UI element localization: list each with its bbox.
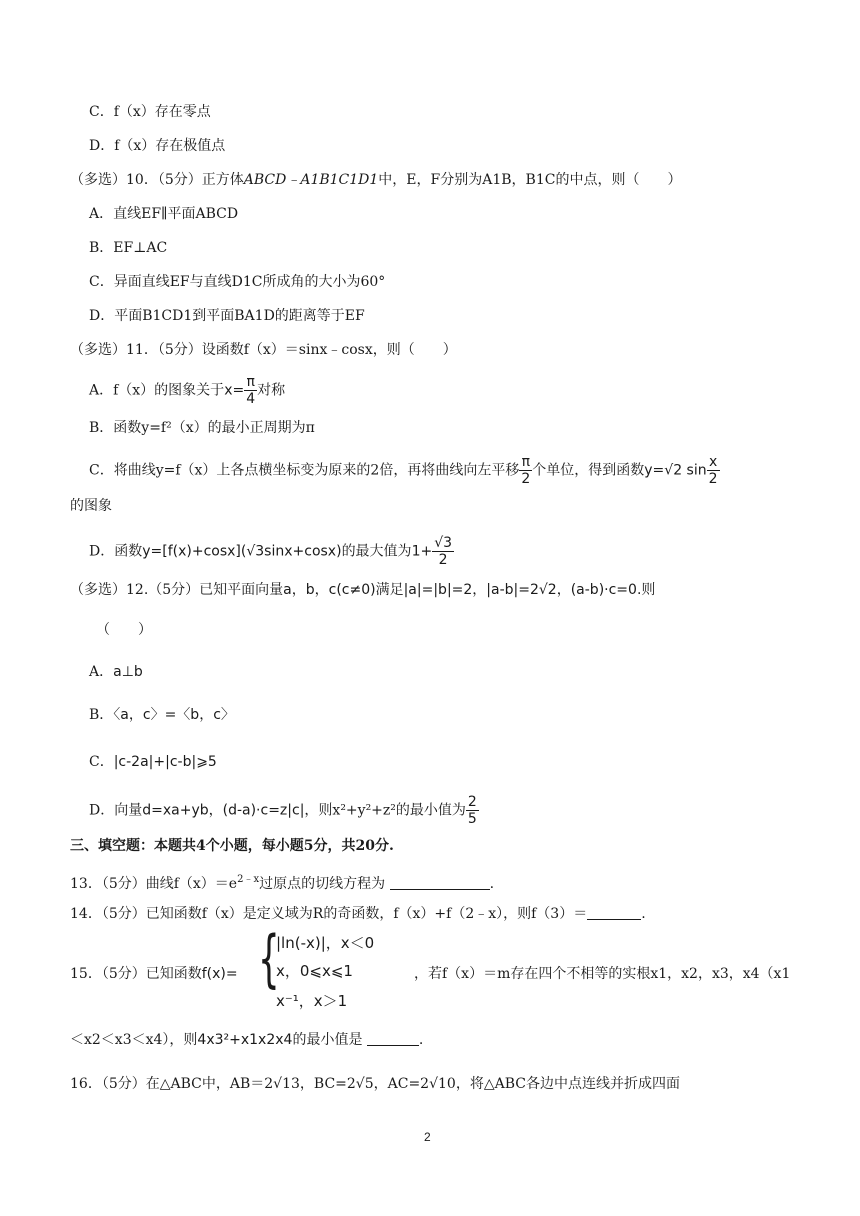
q9-option-c: C．f（x）存在零点 xyxy=(89,104,211,120)
q9-option-d: D．f（x）存在极值点 xyxy=(89,138,226,154)
q12-answer-paren: （ ） xyxy=(96,622,152,638)
q12-option-c-expression: |c-2a|+|c-b|⩾5 xyxy=(113,754,217,770)
q11-option-c-shift-fraction xyxy=(519,454,532,487)
q11-option-c xyxy=(89,454,720,487)
q14 xyxy=(70,904,646,924)
q12-stem-prefix: （多选）12.（5分）已知平面向量 xyxy=(70,582,284,598)
piecewise-case-2: x，0⩽x⩽1 xyxy=(276,962,353,980)
q11-option-a-eq: x= xyxy=(224,382,245,399)
q11-stem: （多选）11．（5分）设函数f（x）＝sinx﹣cosx，则（ ） xyxy=(70,342,457,358)
q13-exponent: 2﹣x xyxy=(237,874,260,885)
q11-option-c-function: y=√2 sin xyxy=(644,462,707,479)
q10-stem xyxy=(70,170,681,190)
q11-option-d xyxy=(89,535,454,568)
q12-option-a xyxy=(89,662,143,682)
q10-stem-prefix: （多选）10．（5分）正方体 xyxy=(70,172,244,188)
q13 xyxy=(70,870,494,894)
fraction-denominator: 4 xyxy=(246,391,256,407)
q12-stem-then: 则 xyxy=(641,582,656,598)
q12-stem-condition: |a|=|b|=2，|a-b|=2√2，(a-b)·c=0. xyxy=(403,582,642,598)
q12-stem-mid: 满足 xyxy=(375,582,404,598)
q15-end: . xyxy=(418,1032,424,1048)
q12-option-d-mid: ，则x²+y²+z²的最小值为 xyxy=(304,802,466,819)
fraction-numerator: √3 xyxy=(434,535,453,551)
fraction-numerator: x xyxy=(707,454,720,471)
q11-option-c-arg-fraction xyxy=(707,454,720,487)
q11-option-d-mid: 的最大值为 xyxy=(341,543,412,560)
fraction-numerator: π xyxy=(244,374,257,391)
q12-option-b-expression: 〈a，c〉=〈b，c〉 xyxy=(113,707,235,723)
q11-option-c-mid: 个单位，得到函数 xyxy=(532,462,645,479)
q14-text: 14．（5分）已知函数f（x）是定义域为R的奇函数，f（x）+f（2﹣x），则f（3）＝ xyxy=(70,906,588,922)
q10-stem-solid: ABCD﹣A1B1C1D1 xyxy=(243,172,379,188)
q11-option-d-fraction xyxy=(432,535,454,568)
q14-end: . xyxy=(641,906,646,922)
q12-option-d-prefix: D．向量 xyxy=(89,802,143,819)
q11-option-c-tail: 的图象 xyxy=(70,498,112,514)
q10-option-c: C．异面直线EF与直线D1C所成角的大小为60° xyxy=(89,274,386,290)
q10-option-b: B．EF⊥AC xyxy=(89,240,168,256)
q12-option-d-expression: d=xa+yb，(d-a)·c=z|c| xyxy=(142,802,305,819)
q12-option-c xyxy=(89,752,217,772)
q15-line2-expression: 4x3²+x1x2x4 xyxy=(197,1032,293,1048)
fraction-denominator: 5 xyxy=(467,811,477,827)
q11-option-d-value: 1+ xyxy=(411,543,433,560)
q11-option-d-expression: y=[f(x)+cosx](√3sinx+cosx) xyxy=(142,543,342,560)
q15-prefix xyxy=(70,964,238,984)
q15-piecewise xyxy=(258,922,408,1018)
q10-option-d: D．平面B1CD1到平面BA1D的距离等于EF xyxy=(89,308,365,324)
q15-line2-mid: 的最小值是 xyxy=(292,1032,363,1048)
q12-option-d xyxy=(89,794,479,827)
q15-fx: f(x)= xyxy=(201,966,238,982)
q12-option-b-label: B． xyxy=(89,707,114,723)
q11-option-c-prefix: C．将曲线y=f（x）上各点横坐标变为原来的2倍，再将曲线向左平移 xyxy=(89,462,520,479)
q10-stem-rest: 中，E，F分别为A1B，B1C的中点，则（ ） xyxy=(378,172,682,188)
q13-suffix: 过原点的切线方程为 xyxy=(259,876,386,892)
piecewise-brace: { xyxy=(258,922,280,995)
q15-line2-prefix: ＜x2＜x3＜x4），则 xyxy=(70,1032,198,1048)
q13-end: . xyxy=(489,876,495,892)
q12-option-b xyxy=(89,705,235,725)
q12-option-a-expression: a⊥b xyxy=(113,664,143,680)
fraction-denominator: 2 xyxy=(521,471,531,487)
q12-option-c-label: C． xyxy=(89,754,114,770)
q10-option-a: A．直线EF∥平面ABCD xyxy=(89,206,239,222)
fraction-numerator: π xyxy=(519,454,532,471)
q11-option-b: B．函数y=f²（x）的最小正周期为π xyxy=(89,420,315,436)
fraction-denominator: 2 xyxy=(438,552,448,568)
q12-stem-vectors: a，b，c(c≠0) xyxy=(283,582,376,598)
q11-option-d-prefix: D．函数 xyxy=(89,543,143,560)
q15-mid: ，若f（x）＝m存在四个不相等的实根x1，x2，x3，x4（x1 xyxy=(414,966,791,982)
fraction-denominator: 2 xyxy=(708,471,718,487)
q15-prefix-text: 15．（5分）已知函数 xyxy=(70,966,202,982)
page-number: 2 xyxy=(424,1130,431,1144)
q16: 16．（5分）在△ABC中，AB＝2√13，BC=2√5，AC=2√10，将△ABC各边中点连线并折成四面 xyxy=(70,1076,680,1092)
q15-line2 xyxy=(70,1030,423,1050)
q11-option-a-prefix: A．f（x）的图象关于 xyxy=(89,382,225,399)
q11-option-a xyxy=(89,374,285,407)
section-heading: 三、填空题：本题共4个小题，每小题5分，共20分. xyxy=(70,838,394,854)
fraction-numerator: 2 xyxy=(467,794,477,810)
q15-answer-blank[interactable] xyxy=(367,1045,419,1046)
q12-option-d-fraction xyxy=(466,794,479,827)
q14-answer-blank[interactable] xyxy=(587,919,641,920)
q13-answer-blank[interactable] xyxy=(390,889,490,890)
q11-option-a-suffix: 对称 xyxy=(257,382,286,399)
piecewise-case-1: |ln(-x)|，x＜0 xyxy=(276,934,375,952)
q11-option-a-fraction xyxy=(244,374,257,407)
q13-prefix: 13．（5分）曲线f（x）＝e xyxy=(70,876,238,892)
q12-stem xyxy=(70,580,655,600)
q12-option-a-label: A． xyxy=(89,664,114,680)
piecewise-case-3: x⁻¹，x＞1 xyxy=(276,992,348,1010)
